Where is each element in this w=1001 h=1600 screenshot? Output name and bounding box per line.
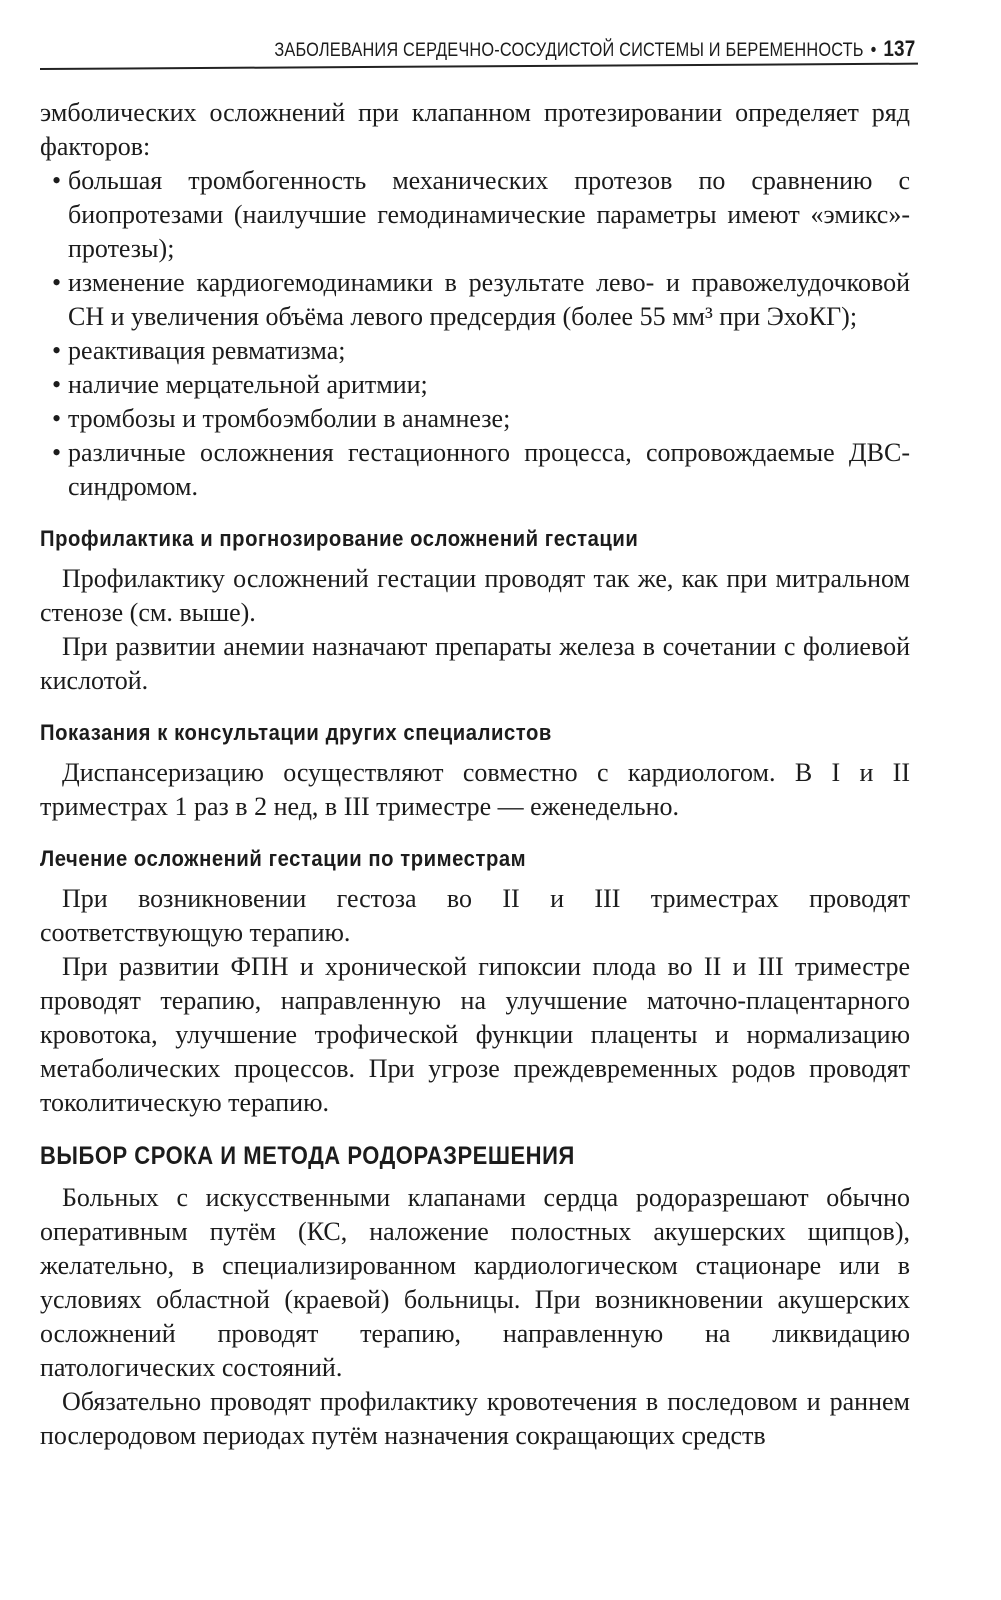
list-item-text: различные осложнения гестационного процесса, сопровождаемые ДВС-синдромом.: [68, 438, 910, 501]
list-item: [52, 334, 910, 368]
page-number: 137: [882, 36, 915, 61]
list-item-text: реактивация ревматизма;: [68, 336, 346, 365]
section-heading-treatment: Лечение осложнений гестации по триместрам: [40, 846, 527, 871]
bullet-marker: •: [52, 336, 62, 365]
header-separator: •: [870, 40, 877, 61]
section-paragraph: При развитии анемии назначают препараты железа в сочетании с фолиевой кислотой.: [40, 632, 910, 695]
section-heading-consultation: Показания к консультации других специалистов: [40, 720, 552, 745]
section-heading-prevention: Профилактика и прогнозирование осложнений гестации: [40, 526, 639, 551]
list-item: [52, 436, 910, 504]
section-paragraph: При развитии ФПН и хронической гипоксии плода во II и III триместре проводят терапию, направленную на улучшение маточно-плацентарного кровотока, улучшение трофической функции плаценты и нормализацию метаболических процессов. При угрозе преждевременных родов проводят токолитическую терапию.: [40, 952, 910, 1117]
section-paragraph: Профилактику осложнений гестации проводят так же, как при митральном стенозе (см. выше).: [40, 564, 910, 627]
list-item: [52, 164, 910, 266]
running-header: [274, 36, 915, 62]
section-paragraph: Обязательно проводят профилактику кровотечения в последовом и раннем послеродовом периодах путём назначения сокращающих средств: [40, 1387, 910, 1450]
intro-paragraph: эмболических осложнений при клапанном протезировании определяет ряд факторов:: [40, 98, 910, 161]
section-paragraph: При возникновении гестоза во II и III триместрах проводят соответствующую терапию.: [40, 884, 910, 947]
list-item-text: изменение кардиогемодинамики в результате лево- и правожелудочковой СН и увеличения объёма левого предсердия (более 55 мм³ при ЭхоКГ);: [68, 268, 910, 331]
list-item-text: наличие мерцательной аритмии;: [68, 370, 428, 399]
header-rule: [40, 63, 918, 70]
running-title: ЗАБОЛЕВАНИЯ СЕРДЕЧНО-СОСУДИСТОЙ СИСТЕМЫ И БЕРЕМЕННОСТЬ: [273, 40, 864, 61]
bullet-marker: •: [52, 268, 62, 297]
list-item-text: большая тромбогенность механических протезов по сравнению с биопротезами (наилучшие гемодинамические параметры имеют «эмикс»-протезы);: [68, 166, 910, 263]
bullet-marker: •: [52, 370, 62, 399]
section-paragraph: Больных с искусственными клапанами сердца родоразрешают обычно оперативным путём (КС, наложение полостных акушерских щипцов), желательно, в специализированном кардиологическом стационаре или в условиях областной (краевой) больницы. При возникновении акушерских осложнений проводят терапию, направленную на ликвидацию патологических состояний.: [40, 1183, 910, 1382]
list-item: [52, 402, 910, 436]
list-item: [52, 266, 910, 334]
bullet-marker: •: [52, 404, 62, 433]
page-body: [40, 96, 910, 1453]
bullet-marker: •: [52, 166, 62, 195]
list-item-text: тромбозы и тромбоэмболии в анамнезе;: [68, 404, 511, 433]
main-section-heading: ВЫБОР СРОКА И МЕТОДА РОДОРАЗРЕШЕНИЯ: [40, 1142, 575, 1170]
factors-list: [40, 164, 910, 504]
list-item: [52, 368, 910, 402]
section-paragraph: Диспансеризацию осуществляют совместно с кардиологом. В I и II триместрах 1 раз в 2 нед, в III триместре — еженедельно.: [40, 758, 910, 821]
bullet-marker: •: [52, 438, 62, 467]
